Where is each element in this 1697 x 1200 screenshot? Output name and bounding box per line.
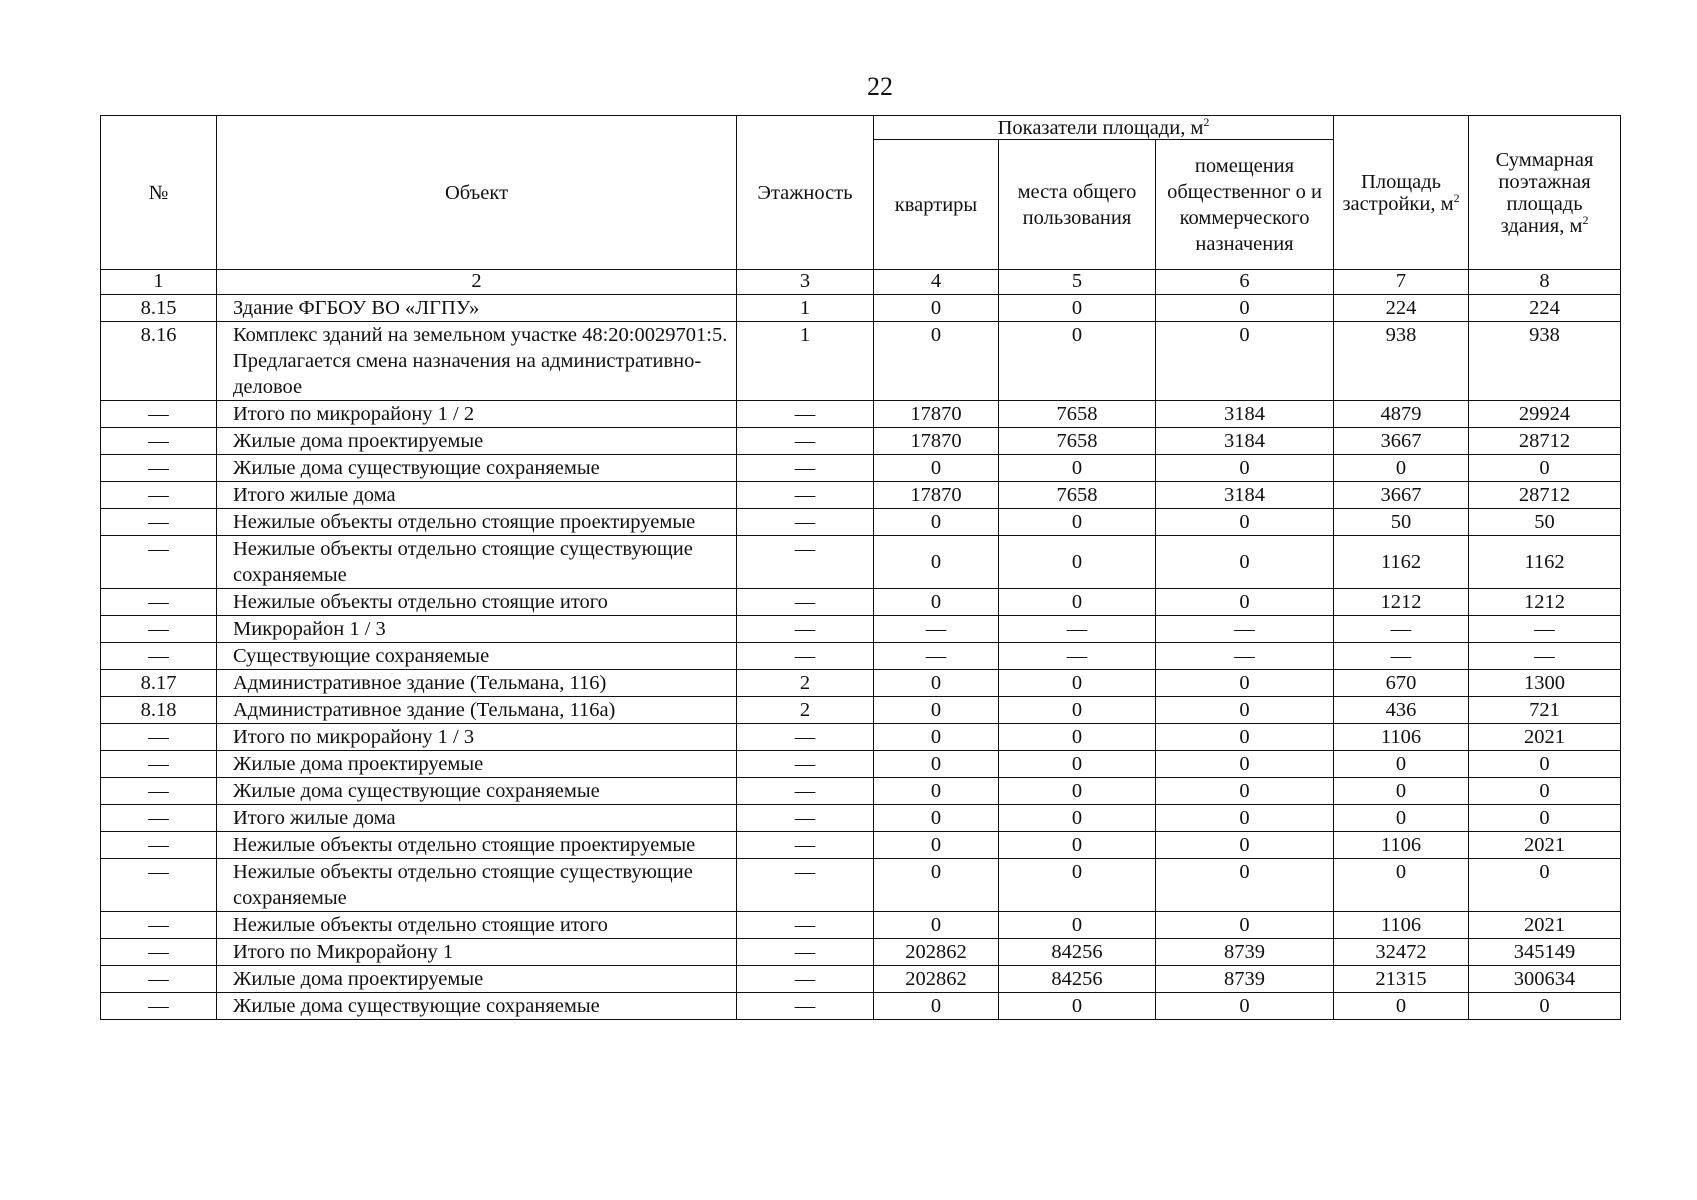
cell-floors: — [737, 509, 874, 536]
cell-total-floor-area: — [1469, 643, 1621, 670]
column-number: 1 [101, 270, 217, 295]
cell-floors: — [737, 428, 874, 455]
cell-floors: — [737, 589, 874, 616]
cell-object: Жилые дома проектируемые [217, 751, 737, 778]
cell-floors: — [737, 455, 874, 482]
column-number: 7 [1334, 270, 1469, 295]
cell-built-area: 50 [1334, 509, 1469, 536]
cell-built-area: 1106 [1334, 724, 1469, 751]
cell-object: Итого по микрорайону 1 / 2 [217, 401, 737, 428]
cell-num: 8.18 [101, 697, 217, 724]
cell-built-area: — [1334, 643, 1469, 670]
cell-public-commercial: 0 [1156, 509, 1334, 536]
cell-total-floor-area: 0 [1469, 455, 1621, 482]
cell-apartments: 0 [874, 295, 999, 322]
column-number: 6 [1156, 270, 1334, 295]
cell-built-area: 0 [1334, 805, 1469, 832]
cell-total-floor-area: — [1469, 616, 1621, 643]
cell-total-floor-area: 2021 [1469, 912, 1621, 939]
cell-public-commercial: 0 [1156, 455, 1334, 482]
cell-num: — [101, 993, 217, 1020]
table-row [101, 966, 1621, 993]
cell-floors: — [737, 482, 874, 509]
cell-num: 8.17 [101, 670, 217, 697]
cell-floors: — [737, 401, 874, 428]
cell-num: — [101, 536, 217, 589]
cell-object: Комплекс зданий на земельном участке 48:20:0029701:5. Предлагается смена назначения на административно-деловое [217, 322, 737, 401]
header-built-area [1334, 116, 1469, 270]
column-number-row [101, 270, 1621, 295]
cell-apartments: 0 [874, 509, 999, 536]
cell-public-commercial: 3184 [1156, 401, 1334, 428]
cell-object: Жилые дома существующие сохраняемые [217, 778, 737, 805]
cell-apartments: 0 [874, 778, 999, 805]
cell-total-floor-area: 29924 [1469, 401, 1621, 428]
cell-built-area: 21315 [1334, 966, 1469, 993]
cell-built-area: 32472 [1334, 939, 1469, 966]
column-number: 8 [1469, 270, 1621, 295]
cell-public-commercial: 8739 [1156, 939, 1334, 966]
cell-total-floor-area: 1212 [1469, 589, 1621, 616]
cell-public-commercial: 0 [1156, 805, 1334, 832]
cell-object: Итого жилые дома [217, 482, 737, 509]
cell-total-floor-area: 0 [1469, 859, 1621, 912]
cell-object: Итого по Микрорайону 1 [217, 939, 737, 966]
cell-object: Нежилые объекты отдельно стоящие итого [217, 589, 737, 616]
cell-total-floor-area: 1162 [1469, 536, 1621, 589]
table-row [101, 778, 1621, 805]
cell-num: — [101, 616, 217, 643]
cell-common: — [999, 643, 1156, 670]
cell-floors: — [737, 832, 874, 859]
cell-floors: — [737, 939, 874, 966]
cell-floors: — [737, 993, 874, 1020]
cell-num: — [101, 589, 217, 616]
cell-public-commercial: 3184 [1156, 428, 1334, 455]
cell-apartments: 0 [874, 724, 999, 751]
table-row [101, 724, 1621, 751]
cell-apartments: 0 [874, 589, 999, 616]
cell-object: Итого жилые дома [217, 805, 737, 832]
cell-object: Здание ФГБОУ ВО «ЛГПУ» [217, 295, 737, 322]
cell-common: — [999, 616, 1156, 643]
cell-object: Административное здание (Тельмана, 116а) [217, 697, 737, 724]
header-total-floor-area-label: Суммарная поэтажная площадь здания, м [1495, 148, 1594, 237]
header-public-commercial: помещения общественног о и коммерческого назначения [1156, 140, 1334, 270]
header-area-group [874, 116, 1334, 140]
cell-public-commercial: 3184 [1156, 482, 1334, 509]
cell-object: Микрорайон 1 / 3 [217, 616, 737, 643]
cell-common: 0 [999, 778, 1156, 805]
cell-apartments: 0 [874, 697, 999, 724]
cell-object: Административное здание (Тельмана, 116) [217, 670, 737, 697]
header-num: № [101, 116, 217, 270]
cell-common: 0 [999, 322, 1156, 401]
cell-public-commercial: 0 [1156, 778, 1334, 805]
cell-apartments: 0 [874, 751, 999, 778]
cell-public-commercial: 0 [1156, 993, 1334, 1020]
cell-num: — [101, 643, 217, 670]
cell-common: 84256 [999, 966, 1156, 993]
cell-common: 0 [999, 536, 1156, 589]
header-total-floor-area [1469, 116, 1621, 270]
cell-common: 0 [999, 832, 1156, 859]
cell-common: 0 [999, 455, 1156, 482]
cell-public-commercial: 0 [1156, 536, 1334, 589]
cell-num: — [101, 966, 217, 993]
cell-floors: — [737, 859, 874, 912]
cell-total-floor-area: 1300 [1469, 670, 1621, 697]
cell-object: Нежилые объекты отдельно стоящие итого [217, 912, 737, 939]
cell-public-commercial: 0 [1156, 295, 1334, 322]
cell-num: — [101, 778, 217, 805]
cell-built-area: 938 [1334, 322, 1469, 401]
column-number: 5 [999, 270, 1156, 295]
cell-built-area: 1106 [1334, 832, 1469, 859]
cell-public-commercial: 8739 [1156, 966, 1334, 993]
cell-common: 0 [999, 589, 1156, 616]
cell-apartments: 0 [874, 455, 999, 482]
column-number: 2 [217, 270, 737, 295]
cell-object: Жилые дома проектируемые [217, 966, 737, 993]
cell-floors: — [737, 966, 874, 993]
cell-total-floor-area: 345149 [1469, 939, 1621, 966]
header-built-area-label: Площадь застройки, м [1342, 170, 1454, 215]
cell-num: 8.16 [101, 322, 217, 401]
table-row [101, 751, 1621, 778]
cell-floors: — [737, 805, 874, 832]
cell-apartments: 0 [874, 322, 999, 401]
table-row [101, 832, 1621, 859]
cell-num: — [101, 428, 217, 455]
cell-total-floor-area: 28712 [1469, 482, 1621, 509]
table-row [101, 482, 1621, 509]
cell-public-commercial: 0 [1156, 589, 1334, 616]
cell-common: 0 [999, 993, 1156, 1020]
cell-object: Жилые дома проектируемые [217, 428, 737, 455]
cell-num: — [101, 939, 217, 966]
cell-num: — [101, 751, 217, 778]
cell-built-area: 3667 [1334, 428, 1469, 455]
header-area-group-sup: 2 [1203, 114, 1210, 129]
table-row [101, 455, 1621, 482]
table-row [101, 912, 1621, 939]
cell-built-area: 224 [1334, 295, 1469, 322]
cell-common: 0 [999, 912, 1156, 939]
cell-num: — [101, 832, 217, 859]
column-number: 3 [737, 270, 874, 295]
cell-floors: — [737, 724, 874, 751]
cell-floors: — [737, 643, 874, 670]
cell-floors: — [737, 616, 874, 643]
cell-built-area: 670 [1334, 670, 1469, 697]
column-number: 4 [874, 270, 999, 295]
cell-total-floor-area: 2021 [1469, 832, 1621, 859]
cell-num: — [101, 859, 217, 912]
cell-num: — [101, 805, 217, 832]
cell-built-area: 0 [1334, 778, 1469, 805]
cell-common: 0 [999, 859, 1156, 912]
cell-apartments: — [874, 643, 999, 670]
cell-object: Нежилые объекты отдельно стоящие проектируемые [217, 509, 737, 536]
cell-apartments: 0 [874, 993, 999, 1020]
cell-public-commercial: 0 [1156, 859, 1334, 912]
cell-public-commercial: 0 [1156, 670, 1334, 697]
cell-object: Нежилые объекты отдельно стоящие проектируемые [217, 832, 737, 859]
cell-built-area: 436 [1334, 697, 1469, 724]
cell-total-floor-area: 0 [1469, 993, 1621, 1020]
cell-floors: 2 [737, 697, 874, 724]
cell-common: 7658 [999, 482, 1156, 509]
header-built-area-sup: 2 [1453, 190, 1460, 205]
cell-public-commercial: 0 [1156, 322, 1334, 401]
cell-apartments: 17870 [874, 401, 999, 428]
table-row [101, 805, 1621, 832]
header-total-floor-area-sup: 2 [1582, 212, 1589, 227]
cell-total-floor-area: 28712 [1469, 428, 1621, 455]
table-row [101, 616, 1621, 643]
cell-apartments: 17870 [874, 482, 999, 509]
cell-floors: — [737, 536, 874, 589]
cell-built-area: 0 [1334, 993, 1469, 1020]
cell-common: 0 [999, 295, 1156, 322]
header-object: Объект [217, 116, 737, 270]
cell-object: Нежилые объекты отдельно стоящие существующие сохраняемые [217, 859, 737, 912]
cell-floors: — [737, 751, 874, 778]
cell-total-floor-area: 721 [1469, 697, 1621, 724]
cell-num: — [101, 401, 217, 428]
page-number: 22 [867, 72, 893, 101]
table-row [101, 939, 1621, 966]
cell-num: — [101, 455, 217, 482]
cell-built-area: 1212 [1334, 589, 1469, 616]
table-row [101, 697, 1621, 724]
cell-apartments: 0 [874, 832, 999, 859]
table-row [101, 322, 1621, 401]
table-row [101, 670, 1621, 697]
cell-built-area: 1162 [1334, 536, 1469, 589]
cell-num: — [101, 724, 217, 751]
cell-num: 8.15 [101, 295, 217, 322]
cell-object: Итого по микрорайону 1 / 3 [217, 724, 737, 751]
cell-common: 0 [999, 509, 1156, 536]
header-floors: Этажность [737, 116, 874, 270]
cell-public-commercial: 0 [1156, 751, 1334, 778]
table-row [101, 401, 1621, 428]
cell-object: Существующие сохраняемые [217, 643, 737, 670]
cell-common: 7658 [999, 401, 1156, 428]
cell-common: 0 [999, 805, 1156, 832]
cell-public-commercial: — [1156, 616, 1334, 643]
table-row [101, 428, 1621, 455]
cell-apartments: 0 [874, 670, 999, 697]
cell-common: 0 [999, 670, 1156, 697]
table-row [101, 509, 1621, 536]
cell-total-floor-area: 224 [1469, 295, 1621, 322]
table-header [101, 116, 1621, 295]
cell-public-commercial: 0 [1156, 724, 1334, 751]
cell-built-area: 3667 [1334, 482, 1469, 509]
cell-total-floor-area: 0 [1469, 778, 1621, 805]
area-indicators-table [100, 115, 1621, 1020]
cell-object: Жилые дома существующие сохраняемые [217, 455, 737, 482]
cell-common: 84256 [999, 939, 1156, 966]
header-apartments: квартиры [874, 140, 999, 270]
cell-common: 7658 [999, 428, 1156, 455]
cell-floors: 1 [737, 322, 874, 401]
cell-common: 0 [999, 724, 1156, 751]
cell-public-commercial: 0 [1156, 697, 1334, 724]
table-row [101, 589, 1621, 616]
cell-apartments: 0 [874, 859, 999, 912]
cell-built-area: 0 [1334, 455, 1469, 482]
table-row [101, 859, 1621, 912]
cell-apartments: 202862 [874, 939, 999, 966]
cell-built-area: 0 [1334, 859, 1469, 912]
header-area-group-label: Показатели площади, м [997, 116, 1204, 139]
cell-common: 0 [999, 751, 1156, 778]
header-common-areas: места общего пользования [999, 140, 1156, 270]
cell-public-commercial: 0 [1156, 912, 1334, 939]
cell-public-commercial: — [1156, 643, 1334, 670]
cell-object: Жилые дома существующие сохраняемые [217, 993, 737, 1020]
table-row [101, 536, 1621, 589]
cell-built-area: 1106 [1334, 912, 1469, 939]
cell-public-commercial: 0 [1156, 832, 1334, 859]
cell-floors: 1 [737, 295, 874, 322]
table-row [101, 295, 1621, 322]
cell-common: 0 [999, 697, 1156, 724]
cell-apartments: 202862 [874, 966, 999, 993]
cell-num: — [101, 912, 217, 939]
table-row [101, 643, 1621, 670]
cell-floors: — [737, 778, 874, 805]
cell-floors: — [737, 912, 874, 939]
cell-num: — [101, 509, 217, 536]
cell-apartments: 17870 [874, 428, 999, 455]
cell-built-area: 4879 [1334, 401, 1469, 428]
cell-apartments: 0 [874, 912, 999, 939]
cell-total-floor-area: 0 [1469, 805, 1621, 832]
cell-apartments: — [874, 616, 999, 643]
cell-built-area: 0 [1334, 751, 1469, 778]
cell-total-floor-area: 0 [1469, 751, 1621, 778]
cell-built-area: — [1334, 616, 1469, 643]
cell-apartments: 0 [874, 536, 999, 589]
cell-total-floor-area: 2021 [1469, 724, 1621, 751]
cell-object: Нежилые объекты отдельно стоящие существующие сохраняемые [217, 536, 737, 589]
cell-num: — [101, 482, 217, 509]
table-row [101, 993, 1621, 1020]
cell-total-floor-area: 300634 [1469, 966, 1621, 993]
cell-floors: 2 [737, 670, 874, 697]
cell-total-floor-area: 50 [1469, 509, 1621, 536]
table-body [101, 295, 1621, 1020]
cell-apartments: 0 [874, 805, 999, 832]
cell-total-floor-area: 938 [1469, 322, 1621, 401]
